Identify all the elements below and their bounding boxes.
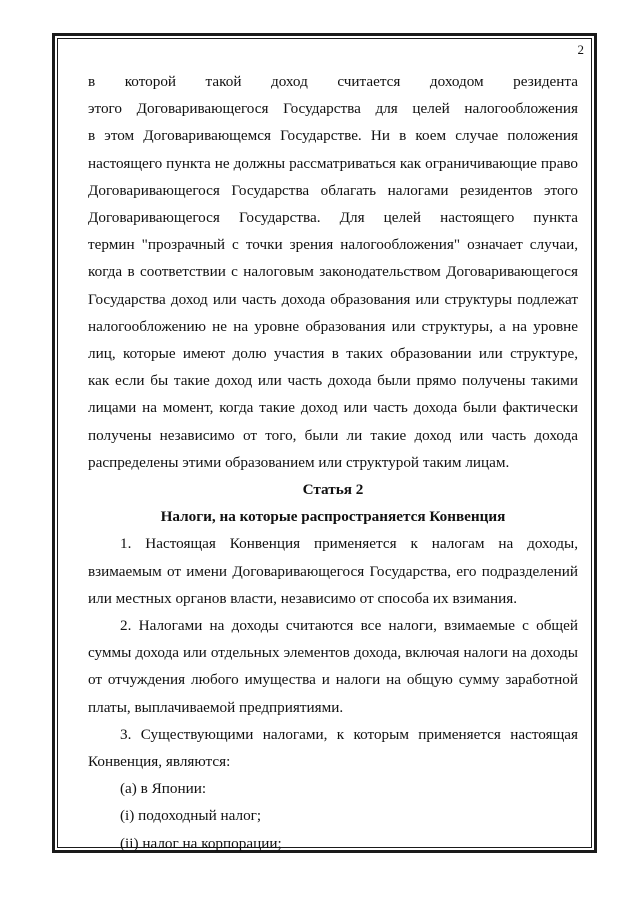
text-line: термин "прозрачный с точки зрения налогообложения" означает случаи, [88, 236, 578, 254]
text-line: получены независимо от того, были ли такие доход или часть дохода [88, 426, 578, 444]
text-line: Договаривающегося Государства облагать налогами резидентов этого [88, 181, 578, 199]
text-line: этого Договаривающегося Государства для целей налогообложения [88, 100, 578, 118]
text-line: Государства доход или часть дохода образования или структуры подлежат [88, 290, 578, 308]
text-line: Договаривающегося Государства. Для целей настоящего пункта [88, 209, 578, 227]
text-line: когда в соответствии с налоговым законодательством Договаривающегося [88, 263, 578, 281]
text-line: в этом Договаривающемся Государстве. Ни в коем случае положения [88, 127, 578, 145]
document-body [88, 68, 578, 857]
text-line: настоящего пункта не должны рассматриваться как ограничивающие право [88, 154, 578, 172]
text-line: в которой такой доход считается доходом резидента [88, 73, 578, 90]
text-line: налогообложению не на уровне образования или структуры, а на уровне [88, 317, 578, 335]
text-line: или местных органов власти, независимо от способа их взимания. [88, 589, 518, 607]
text-line: от отчуждения любого имущества и налоги на общую сумму заработной [88, 671, 578, 689]
text-line: лиц, которые имеют долю участия в таких образовании или структуре, [88, 345, 578, 363]
text-line: 3. Существующими налогами, к которым применяется настоящая [120, 725, 578, 743]
text-line: распределены этими образованием или структурой таким лицам. [88, 453, 510, 471]
list-item: (ii) налог на корпорации; [120, 834, 282, 852]
text-line: Конвенция, являются: [88, 753, 231, 771]
article-label: Статья 2 [302, 481, 364, 499]
text-line: лицами на момент, когда такие доход или часть дохода были фактически [88, 399, 578, 417]
text-line: 1. Настоящая Конвенция применяется к налогам на доходы, [120, 535, 578, 553]
text-line: взимаемым от имени Договаривающегося Государства, его подразделений [88, 562, 578, 580]
text-line: суммы дохода или отдельных элементов дохода, включая налоги на доходы [88, 644, 578, 662]
article-title: Налоги, на которые распространяется Конвенция [160, 508, 506, 526]
text-line: 2. Налогами на доходы считаются все налоги, взимаемые с общей [120, 617, 578, 635]
page-number: 2 [577, 42, 584, 57]
text-line: как если бы такие доход или часть дохода были прямо получены такими [88, 372, 578, 390]
text-line: платы, выплачиваемой предприятиями. [88, 698, 344, 716]
list-item: (i) подоходный налог; [120, 807, 262, 825]
list-item: (a) в Японии: [120, 780, 207, 798]
